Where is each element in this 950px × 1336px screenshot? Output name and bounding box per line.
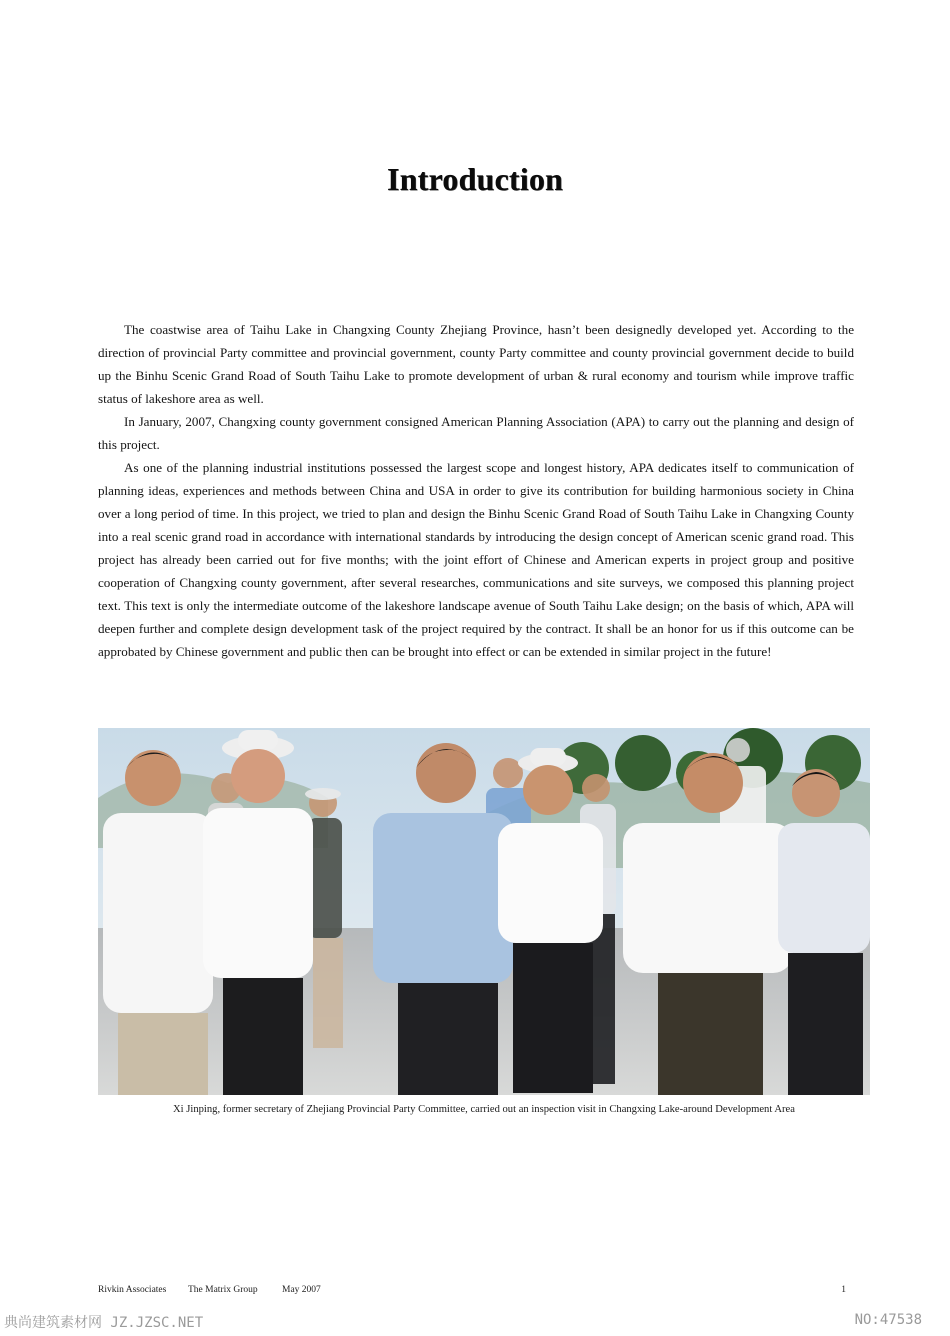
footer-company-1: Rivkin Associates [98,1285,167,1295]
watermark-number: NO:47538 [854,1312,922,1328]
footer-page-number: 1 [841,1285,846,1295]
introduction-body [98,318,854,663]
footer-date: May 2007 [282,1285,321,1295]
paragraph-1: The coastwise area of Taihu Lake in Changxing County Zhejiang Province, hasn’t been designedly developed yet. According to the direction of provincial Party committee and provincial government, county Party committee and county provincial government decide to build up the Binhu Scenic Grand Road of South Taihu Lake to promote development of urban & rural economy and tourism while improve traffic status of lakeshore area as well. [98,322,854,406]
paragraph-2: In January, 2007, Changxing county government consigned American Planning Association (APA) to carry out the planning and design of this project. [98,414,854,452]
photo-caption: Xi Jinping, former secretary of Zhejiang Provincial Party Committee, carried out an inspection visit in Changxing Lake-around Development Area [173,1104,795,1115]
footer-company-2: The Matrix Group [188,1285,258,1295]
watermark-bar [0,1310,950,1336]
inspection-photo [98,728,870,1095]
page-footer [98,1285,854,1299]
watermark-site: 典尚建筑素材网 JZ.JZSC.NET [4,1315,204,1331]
paragraph-3: As one of the planning industrial institutions possessed the largest scope and longest history, APA dedicates itself to communication of planning ideas, experiences and methods between China and USA in order to give its contribution for building harmonious society in China over a long period of time. In this project, we tried to plan and design the Binhu Scenic Grand Road of South Taihu Lake in Changxing County into a real scenic grand road in accordance with international standards by introducing the design concept of American scenic grand road. This project has already been carried out for five months; with the joint effort of Chinese and American experts in project group and positive cooperation of Changxing county government, after several researches, communications and site surveys, we composed this planning project text. This text is only the intermediate outcome of the lakeshore landscape avenue of South Taihu Lake design; on the basis of which, APA will deepen further and complete design development task of the project required by the contract. It shall be an honor for us if this outcome can be approbated by Chinese government and public then can be brought into effect or can be extended in similar project in the future! [98,460,854,659]
page-title: Introduction [386,161,564,198]
